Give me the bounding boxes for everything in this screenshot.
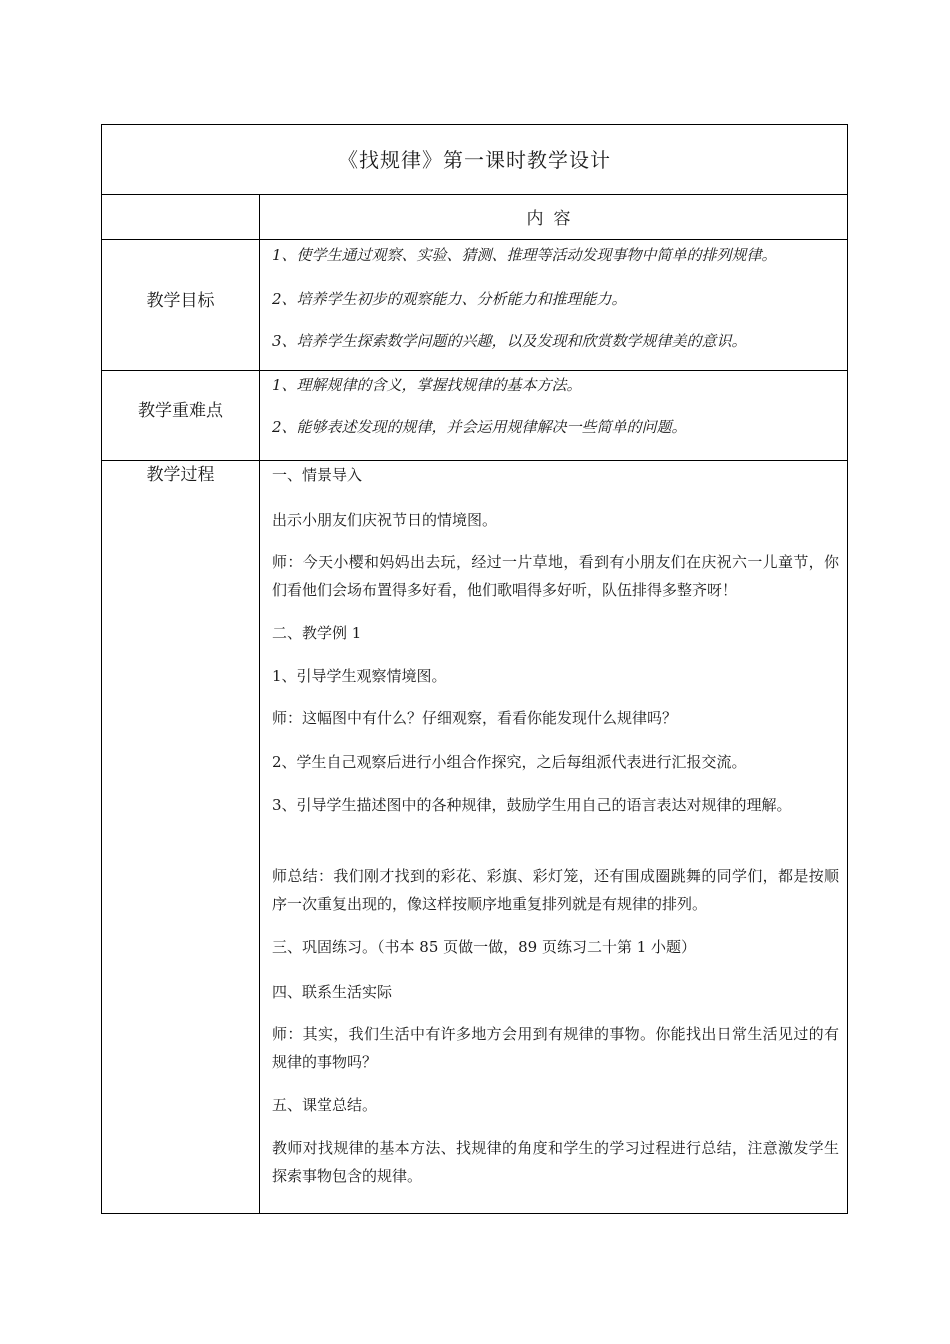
page-title: 《找规律》第一课时教学设计: [338, 148, 611, 172]
key-points-row: [102, 371, 847, 461]
process-paragraph: 2、学生自己观察后进行小组合作探究，之后每组派代表进行汇报交流。: [272, 753, 747, 771]
objective-item: 3、培养学生探索数学问题的兴趣，以及发现和欣赏数学规律美的意识。: [272, 332, 747, 350]
process-paragraph: 3、引导学生描述图中的各种规律，鼓励学生用自己的语言表达对规律的理解。: [272, 796, 792, 814]
process-paragraph: 出示小朋友们庆祝节日的情境图。: [272, 511, 498, 529]
objectives-label: 教学目标: [146, 291, 215, 311]
process-paragraph: 师：这幅图中有什么？仔细观察，看看你能发现什么规律吗？: [272, 709, 678, 727]
content-header: 内容: [526, 209, 581, 229]
process-paragraph: 三、巩固练习。（书本 85 页做一做，89 页练习二十第 1 小题）: [272, 938, 697, 956]
objectives-row: [102, 240, 847, 371]
header-row: [102, 195, 847, 240]
key-point-item: 1、理解规律的含义，掌握找规律的基本方法。: [272, 376, 582, 394]
process-paragraph: 师：其实，我们生活中有许多地方会用到有规律的事物。你能找出日常生活见过的有规律的事物吗？: [272, 1025, 839, 1071]
process-content: [272, 461, 839, 1215]
lesson-plan-table: [101, 124, 848, 1214]
process-label: 教学过程: [146, 465, 215, 485]
objective-item: 2、培养学生初步的观察能力、分析能力和推理能力。: [272, 290, 627, 308]
column-divider: [259, 194, 260, 1213]
process-paragraph: 1、引导学生观察情境图。: [272, 667, 447, 685]
objective-item: 1、使学生通过观察、实验、猜测、推理等活动发现事物中简单的排列规律。: [272, 246, 777, 264]
process-paragraph: 师：今天小樱和妈妈出去玩，经过一片草地，看到有小朋友们在庆祝六一儿童节，你们看他们会场布置得多好看，他们歌唱得多好听，队伍排得多整齐呀！: [272, 553, 839, 599]
process-paragraph: 二、教学例 1: [272, 624, 362, 642]
process-paragraph: 五、课堂总结。: [272, 1096, 378, 1114]
process-row: [102, 461, 847, 1215]
key-point-item: 2、能够表述发现的规律，并会运用规律解决一些简单的问题。: [272, 418, 687, 436]
objectives-content: [272, 240, 839, 371]
process-paragraph: 教师对找规律的基本方法、找规律的角度和学生的学习过程进行总结，注意激发学生探索事物包含的规律。: [272, 1139, 839, 1185]
process-paragraph: 四、联系生活实际: [272, 983, 393, 1001]
key-points-label: 教学重难点: [138, 401, 223, 421]
title-row: [102, 125, 847, 195]
key-points-content: [272, 371, 839, 461]
process-paragraph: 师总结：我们刚才找到的彩花、彩旗、彩灯笼，还有围成圈跳舞的同学们，都是按顺序一次重复出现的，像这样按顺序地重复排列就是有规律的排列。: [272, 867, 839, 913]
process-paragraph: 一、情景导入: [272, 466, 363, 484]
